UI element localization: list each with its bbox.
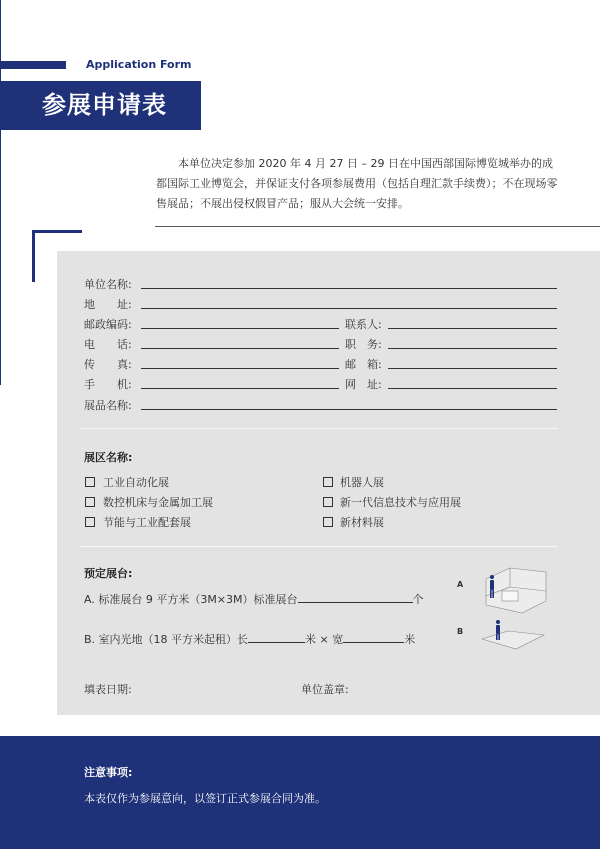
exhibits-field[interactable] [141, 409, 557, 410]
mobile-field[interactable] [141, 388, 339, 389]
zone-checkbox-energy[interactable] [85, 517, 95, 527]
zone-checkbox-robot[interactable] [323, 477, 333, 487]
zone-option-robot: 机器人展 [340, 476, 384, 489]
company-name-field[interactable] [141, 288, 557, 289]
booth-option-b-text: B. 室内光地（18 平方米起租）长 [84, 633, 249, 646]
booth-option-a-text: A. 标准展台 9 平方米（3M×3M）标准展台 [84, 593, 298, 606]
zone-option-cnc: 数控机床与金属加工展 [103, 496, 213, 509]
notice-title: 注意事项: [84, 766, 133, 779]
corner-bracket-left [32, 230, 35, 282]
phone-label: 电 话: [84, 338, 132, 351]
chinese-title-banner [0, 81, 201, 130]
website-label: 网 址: [345, 378, 382, 391]
email-label: 邮 箱: [345, 358, 382, 371]
mobile-label: 手 机: [84, 378, 132, 391]
address-field[interactable] [141, 308, 557, 309]
booth-option-a-unit: 个 [412, 593, 424, 606]
phone-field[interactable] [141, 348, 339, 349]
illustration-a-label: A [457, 580, 464, 589]
zone-option-automation: 工业自动化展 [103, 476, 169, 489]
company-name-label: 单位名称: [84, 278, 132, 291]
seal-label: 单位盖章: [301, 683, 349, 696]
booth-b-width-field[interactable] [343, 632, 404, 643]
zone-checkbox-materials[interactable] [323, 517, 333, 527]
postcode-label: 邮政编码: [84, 318, 132, 331]
intro-divider [155, 226, 600, 227]
zone-section-title: 展区名称: [84, 451, 133, 464]
position-label: 职 务: [345, 338, 382, 351]
booth-section-title: 预定展台: [84, 567, 133, 580]
address-label: 地 址: [84, 298, 132, 311]
english-title-bar [0, 61, 66, 69]
notice-text: 本表仅作为参展意向，以签订正式参展合同为准。 [84, 792, 326, 805]
left-accent-rule [0, 0, 1, 385]
position-field[interactable] [388, 348, 557, 349]
zone-option-it: 新一代信息技术与应用展 [340, 496, 461, 509]
contact-label: 联系人: [345, 318, 382, 331]
zone-option-energy: 节能与工业配套展 [103, 516, 191, 529]
section-divider [80, 428, 558, 429]
section-divider [80, 546, 558, 547]
postcode-field[interactable] [141, 328, 339, 329]
zone-checkbox-cnc[interactable] [85, 497, 95, 507]
footer-notice [0, 736, 600, 849]
booth-option-b-mid: 米 × 宽 [305, 633, 344, 646]
english-title: Application Form [86, 58, 192, 71]
zone-checkbox-it[interactable] [323, 497, 333, 507]
chinese-title: 参展申请表 [42, 91, 167, 119]
illustration-b-label: B [457, 627, 464, 636]
zone-option-materials: 新材料展 [340, 516, 384, 529]
booth-b-length-field[interactable] [248, 632, 305, 643]
date-label: 填表日期: [84, 683, 132, 696]
fax-label: 传 真: [84, 358, 132, 371]
raw-space-illustration [478, 619, 550, 653]
booth-option-b-unit: 米 [404, 633, 416, 646]
corner-bracket-top [32, 230, 82, 233]
fax-field[interactable] [141, 368, 339, 369]
booth-option-b [84, 631, 415, 647]
intro-paragraph: 本单位决定参加 2020 年 4 月 27 日 – 29 日在中国西部国际博览城举办的成都国际工业博览会，并保证支付各项参展费用（包括自理汇款手续费）；不在现场零售展品；不展出侵权假冒产品；服从大会统一安排。 [156, 157, 558, 210]
exhibits-label: 展品名称: [84, 399, 132, 412]
website-field[interactable] [388, 388, 557, 389]
contact-field[interactable] [388, 328, 557, 329]
booth-option-a [84, 591, 424, 607]
booth-a-count-field[interactable] [298, 592, 413, 603]
standard-booth-illustration [478, 565, 550, 617]
zone-checkbox-automation[interactable] [85, 477, 95, 487]
email-field[interactable] [388, 368, 557, 369]
